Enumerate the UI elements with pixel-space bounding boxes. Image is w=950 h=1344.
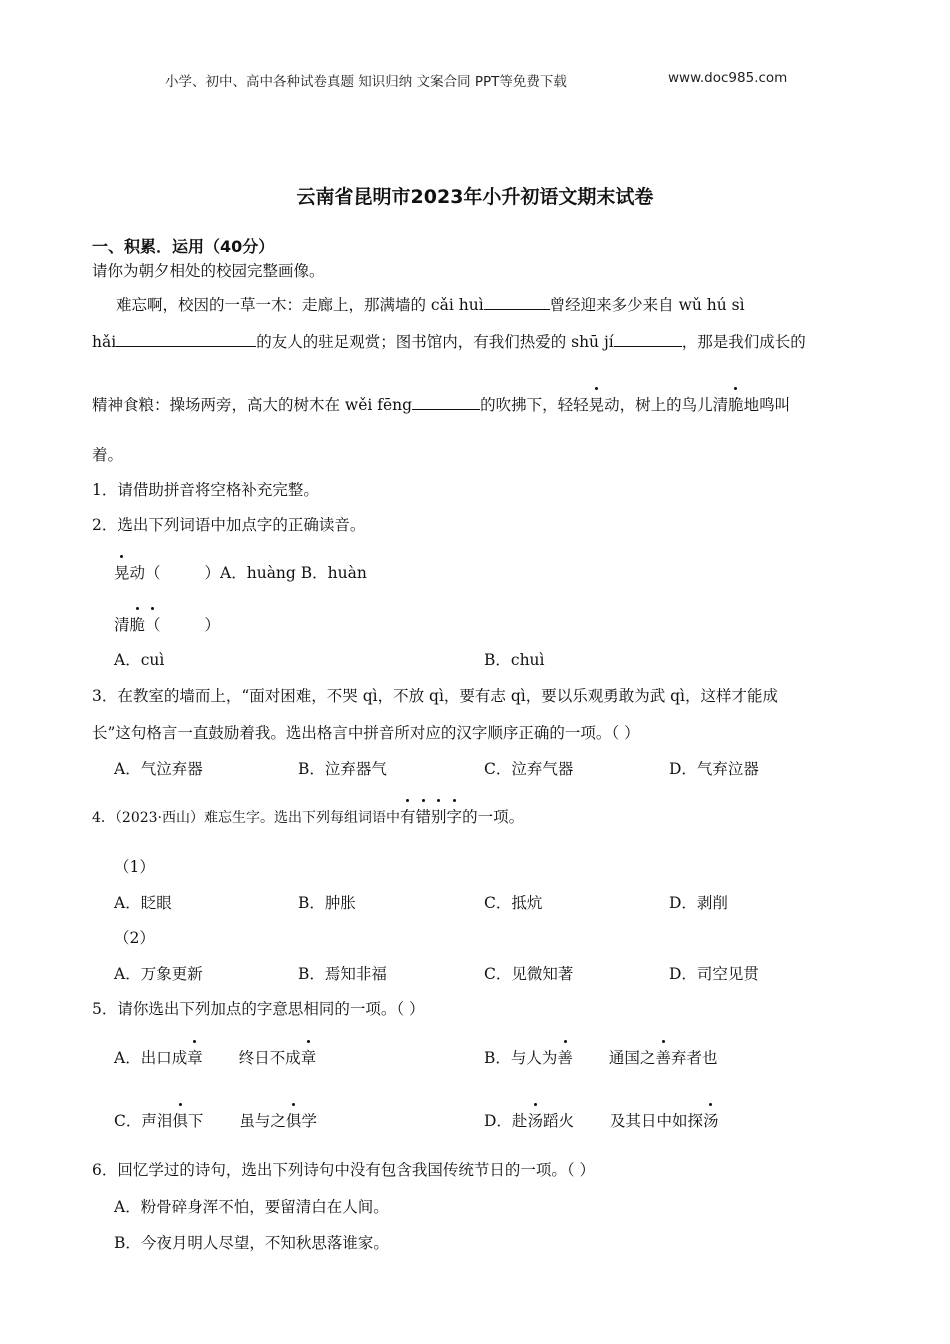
item-text: 清 [114,616,130,634]
sub-question-1: （1） [114,858,155,876]
option-c[interactable]: C．抵炕 [484,894,543,912]
option-d[interactable] [484,1109,719,1131]
dotted-char: 错 [416,805,432,827]
opt-text: 弃者也 [670,1049,718,1067]
page-title: 云南省昆明市2023年小升初语文期末试卷 [296,186,654,208]
dotted-char: 汤 [527,1109,543,1131]
opt-text: A．出口成 [114,1049,188,1067]
option-a[interactable]: A．cuì [114,651,165,669]
fill-blank-weifeng[interactable] [412,394,480,410]
opt-text: B．与人为 [484,1049,558,1067]
opt-text: 及其日中如探 [609,1112,703,1130]
section-intro: 请你为朝夕相处的校园完整画像。 [92,262,325,280]
opt-text: D．赴 [484,1112,528,1130]
dotted-char: 俱 [172,1109,188,1131]
passage-text: 难忘啊，校因的一草一木：走廊上，那满墙的 cǎi huì [116,296,484,314]
opt-text: 终日不成 [238,1049,301,1067]
sub-question-2: （2） [114,929,155,947]
passage-text: 动，树上的鸟儿清 [604,396,729,414]
dotted-char: 脆 [130,613,146,635]
opt-text: 虽与之 [239,1112,286,1130]
header-text: 小学、初中、高中各种试卷真题 知识归纳 文案合同 PPT等免费下载 [165,74,567,90]
opt-text: 下 [187,1112,204,1130]
fill-blank-shuji[interactable] [614,331,682,347]
passage-text: 的友人的驻足观赏；图书馆内，有我们热爱的 shū jí [256,333,614,351]
option-a[interactable]: A．气泣弃器 [114,760,203,778]
dotted-char: 别 [431,805,447,827]
dotted-char: 章 [301,1046,317,1068]
opt-text: C．声泪 [114,1112,173,1130]
passage-line-1 [116,293,745,315]
option-c[interactable]: C．泣弃气器 [484,760,574,778]
question-3-line-1: 3．在教室的墙而上，“面对困难，不哭 qì，不放 qì，要有志 qì，要以乐观勇敢为武 qì，这样才能成 [92,687,779,705]
option-b[interactable]: B．泣弃器气 [298,760,387,778]
item-text: ）A．huàng B．huàn [204,564,367,582]
dotted-char: （ [145,613,161,635]
question-2-item-2 [114,613,220,635]
dotted-char: 章 [187,1046,203,1068]
option-a[interactable]: A．粉骨碎身浑不怕，要留清白在人间。 [114,1198,389,1216]
option-c[interactable] [114,1109,317,1131]
dotted-char: 字 [447,805,463,827]
passage-text: 地鸣叫 [743,396,791,414]
question-4-stem [92,805,524,827]
option-b[interactable]: B．今夜月明人尽望，不知秋思落谁家。 [114,1234,389,1252]
passage-text: 的吹拂下，轻轻 [480,396,589,414]
passage-line-2 [92,330,806,352]
dotted-char: 脆 [728,393,744,415]
option-b[interactable]: B．焉知非福 [298,965,387,983]
dotted-char: 善 [557,1046,573,1068]
question-2-stem: 2．选出下列词语中加点字的正确读音。 [92,516,366,534]
opt-text: 蹈火 [542,1112,574,1130]
option-a[interactable] [114,1046,316,1068]
option-d[interactable]: D．司空见贯 [669,965,759,983]
dotted-char: 晃 [589,393,605,415]
opt-text: 通国之 [608,1049,656,1067]
option-b[interactable] [484,1046,717,1068]
section-heading: 一、积累．运用（40分） [92,237,275,256]
passage-line-3 [92,393,790,415]
passage-text: 曾经迎来多少来自 wǔ hú sì [549,296,745,314]
dotted-char: 善 [655,1046,671,1068]
question-2-item-1 [114,561,367,583]
option-b[interactable]: B．chuì [484,651,545,669]
option-a[interactable]: A．眨眼 [114,894,172,912]
header-url[interactable]: www.doc985.com [668,70,788,86]
passage-line-4: 着。 [92,446,124,464]
item-text: ） [204,616,221,634]
dotted-char: 晃 [114,561,130,583]
fill-blank-wuhusihai[interactable] [116,331,256,347]
question-1: 1．请借助拼音将空格补充完整。 [92,481,319,499]
fill-blank-caihui[interactable] [484,294,550,310]
passage-text: hǎi [92,333,117,351]
dotted-char: 汤 [703,1109,719,1131]
option-a[interactable]: A．万象更新 [114,965,203,983]
option-b[interactable]: B．肿胀 [298,894,356,912]
opt-text: 学 [301,1112,317,1130]
stem-text: 的一项。 [462,808,525,826]
question-5-stem: 5．请你选出下列加点的字意思相同的一项。（ ） [92,1000,425,1018]
item-text: 动（ [129,564,161,582]
dotted-char: 俱 [286,1109,302,1131]
question-6-stem: 6．回忆学过的诗句，选出下列诗句中没有包含我国传统节日的一项。（ ） [92,1161,596,1179]
option-c[interactable]: C．见微知著 [484,965,574,983]
option-d[interactable]: D．剥削 [669,894,728,912]
passage-text: 精神食粮：操场两旁，高大的树木在 wěi fēng [92,396,413,414]
passage-text: ，那是我们成长的 [681,333,806,351]
dotted-char: 有 [400,805,416,827]
stem-text: 4．（2023·西山）难忘生字。选出下列每组词语中 [92,810,400,826]
question-3-line-2: 长”这句格言一直鼓励着我。选出格言中拼音所对应的汉字顺序正确的一项。（ ） [92,724,640,742]
option-d[interactable]: D．气弃泣器 [669,760,759,778]
